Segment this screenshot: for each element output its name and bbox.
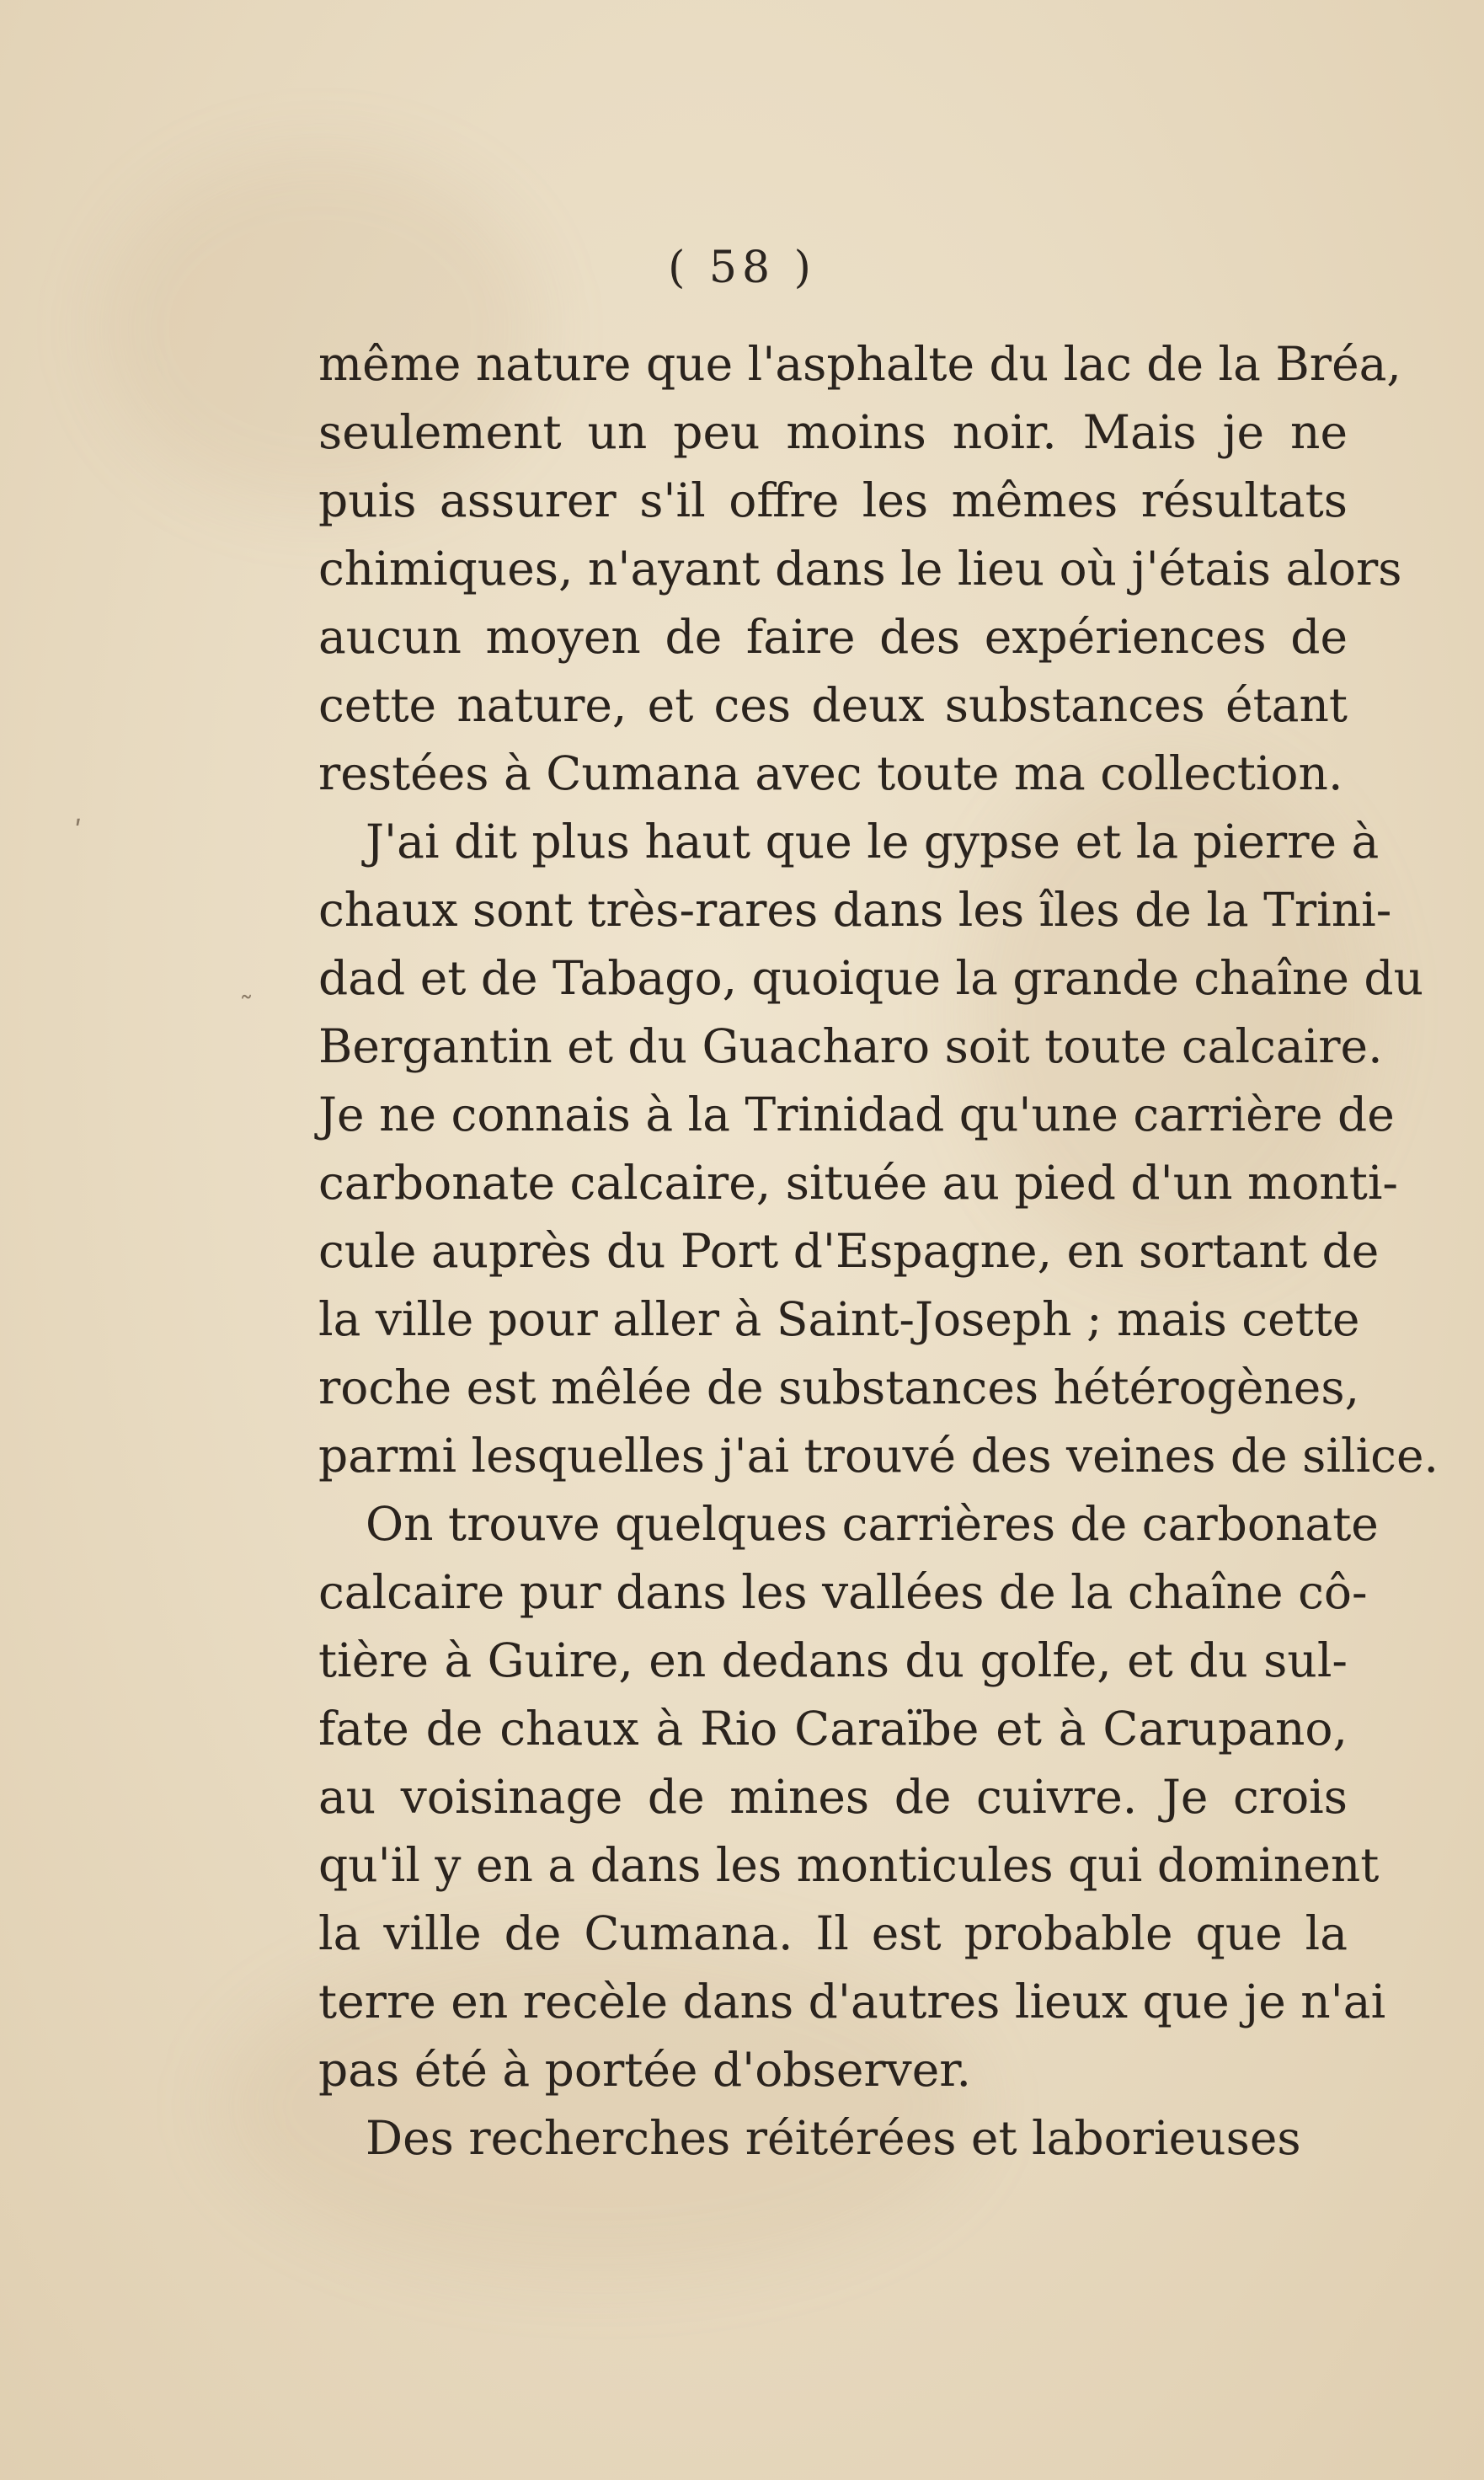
body-text (318, 330, 1439, 2173)
text-line: parmi lesquelles j'ai trouvé des veines de silice. (318, 1429, 1439, 1483)
text-line: roche est mêlée de substances hétérogènes, (318, 1360, 1360, 1414)
text-line: terre en recèle dans d'autres lieux que je n'ai (318, 1975, 1386, 2028)
paragraph (318, 1490, 1386, 2104)
text-line: tière à Guire, en dedans du golfe, et du sul- (318, 1633, 1348, 1687)
text-line: la ville de Cumana. Il est probable que la (318, 1906, 1348, 1960)
text-line: au voisinage de mines de cuivre. Je crois (318, 1770, 1348, 1824)
text-line: cette nature, et ces deux substances étant (318, 678, 1348, 732)
paragraph (318, 808, 1439, 1490)
text-line: même nature que l'asphalte du lac de la Bréa, (318, 337, 1401, 391)
paper-speck: ˷ (239, 967, 254, 1001)
paper-speck: ʹ (74, 815, 83, 849)
text-line: Bergantin et du Guacharo soit toute calcaire. (318, 1019, 1383, 1073)
text-line: Je ne connais à la Trinidad qu'une carrière de (318, 1088, 1395, 1141)
text-line: cule auprès du Port d'Espagne, en sortant de (318, 1224, 1380, 1278)
text-line: Des recherches réitérées et laborieuses (366, 2111, 1301, 2165)
text-line: puis assurer s'il offre les mêmes résultats (318, 473, 1348, 527)
text-line: carbonate calcaire, située au pied d'un monti- (318, 1156, 1398, 1210)
text-line: aucun moyen de faire des expériences de (318, 610, 1348, 664)
text-line: fate de chaux à Rio Caraïbe et à Carupano, (318, 1702, 1348, 1756)
text-line: calcaire pur dans les vallées de la chaîne cô- (318, 1565, 1368, 1619)
text-line: la ville pour aller à Saint-Joseph ; mais cette (318, 1292, 1360, 1346)
text-line: seulement un peu moins noir. Mais je ne (318, 405, 1348, 459)
page-number: ( 58 ) (668, 243, 816, 293)
text-line: chimiques, n'ayant dans le lieu où j'étais alors (318, 542, 1402, 596)
paragraph (318, 2104, 1348, 2173)
text-line: restées à Cumana avec toute ma collection. (318, 746, 1343, 800)
text-line: pas été à portée d'observer. (318, 2043, 972, 2097)
paragraph (318, 330, 1402, 808)
text-line: J'ai dit plus haut que le gypse et la pierre à (366, 815, 1380, 869)
text-line: chaux sont très-rares dans les îles de la Trini- (318, 883, 1392, 937)
text-line: dad et de Tabago, quoique la grande chaîne du (318, 951, 1424, 1005)
text-line: qu'il y en a dans les monticules qui dominent (318, 1838, 1380, 1892)
text-line: On trouve quelques carrières de carbonate (366, 1497, 1379, 1551)
